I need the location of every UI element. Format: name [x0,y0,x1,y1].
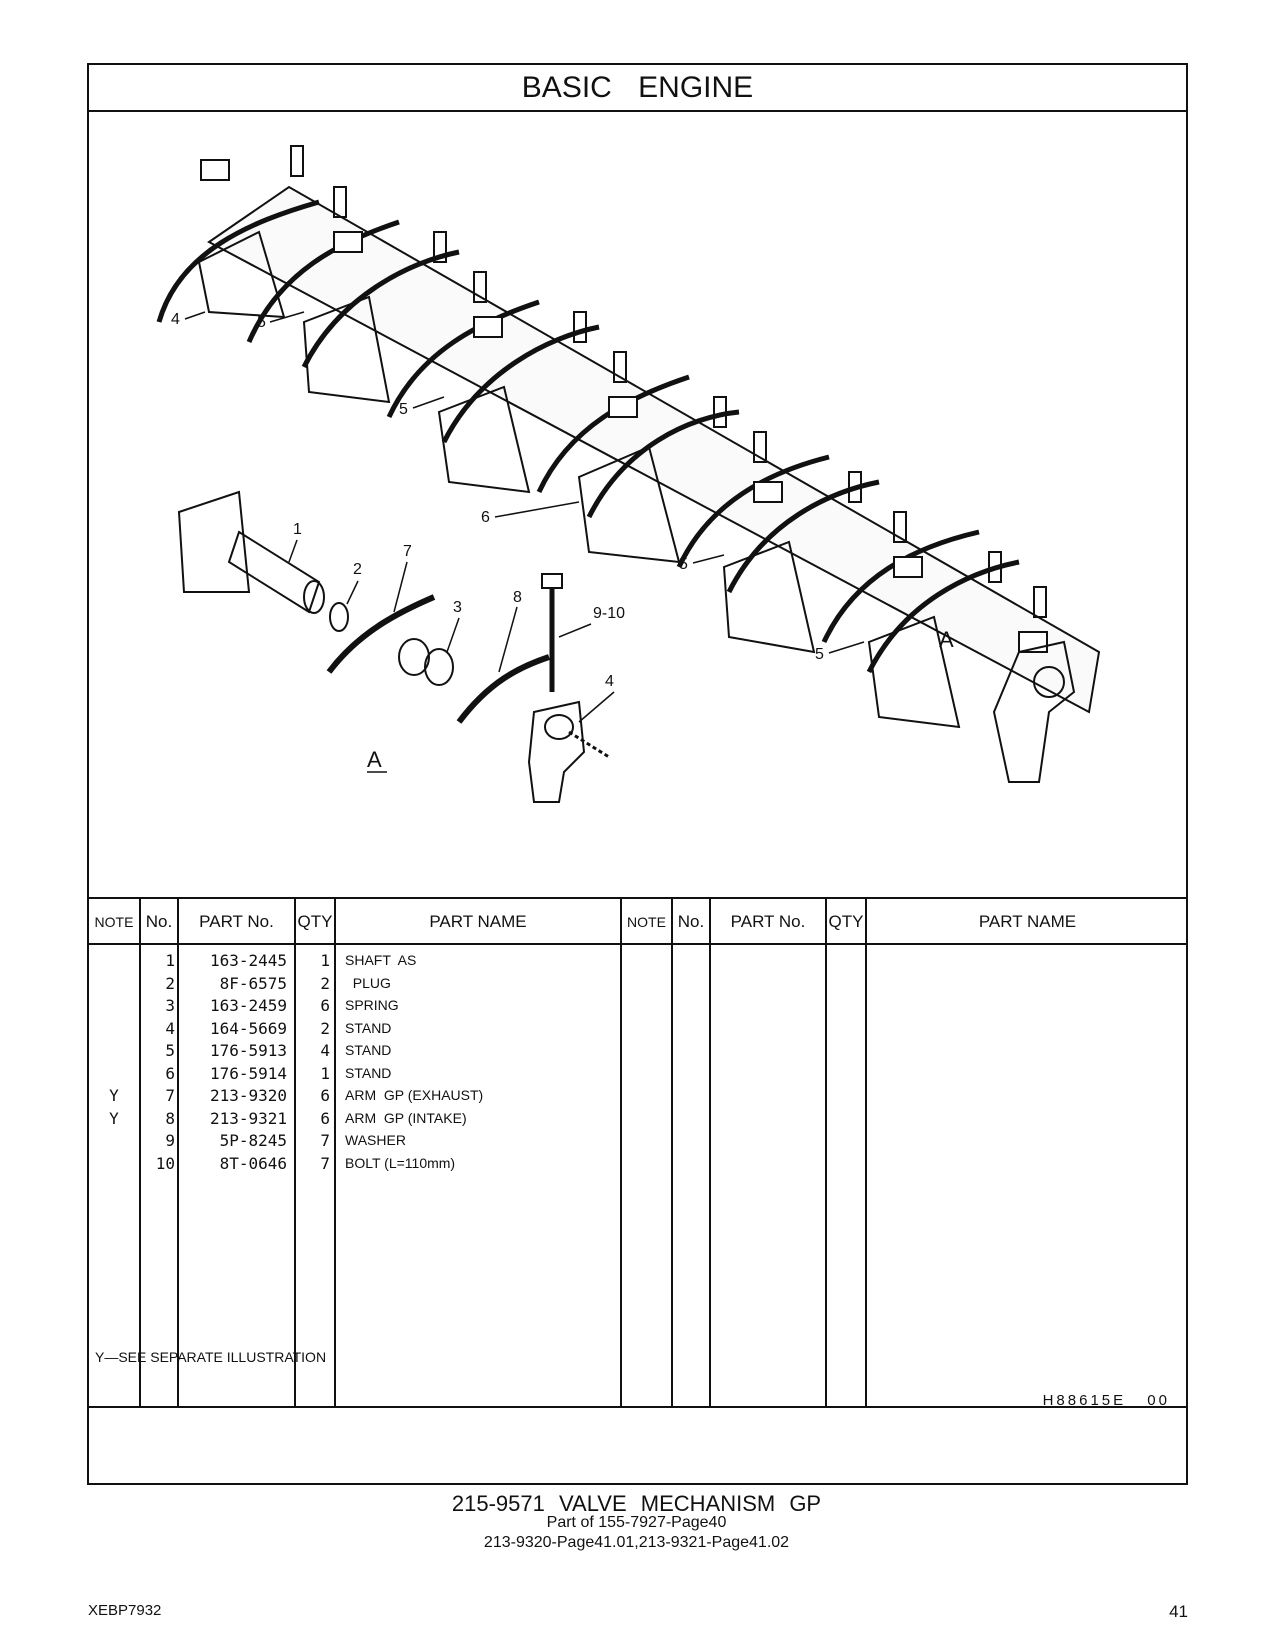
detail-a-drawing [179,492,609,802]
col-header-part-no: PART No. [711,899,825,945]
page-references: 213-9320-Page41.01,213-9321-Page41.02 [483,1534,790,1551]
callout: 4 [605,673,614,690]
page-frame [87,63,1188,1485]
cell-part-no: 176-5914 [209,1063,287,1083]
cell-no: 2 [165,973,175,993]
cell-qty: 6 [320,996,330,1015]
cell-name: SHAFT AS [345,952,417,968]
cell-name: BOLT (L=110mm) [345,1154,456,1171]
cell-no: 7 [165,1086,175,1105]
cell-note [89,1152,139,1175]
cell-note [89,1129,139,1152]
col-header-part-name: PART NAME [336,899,620,945]
column-divider [620,899,622,1406]
column-divider [334,899,336,1406]
callout: 8 [513,589,522,606]
cell-no: 9 [165,1131,175,1150]
col-header-note: NOTE [622,899,671,945]
cell-part-no: 8F-6575 [219,973,287,993]
col-header-qty: QTY [296,899,334,945]
cell-part-no: 8T-0646 [219,1153,287,1173]
cell-qty: 6 [320,1108,330,1128]
callout: 5 [257,314,266,331]
view-label: A [367,747,382,772]
callout: 5 [815,646,824,663]
cell-note: Y [109,1108,119,1128]
callout: 1 [293,521,302,538]
cell-name: WASHER [345,1132,406,1148]
callout: 5 [679,556,688,573]
cell-note: Y [109,1086,119,1105]
cell-name: ARM GP (INTAKE) [345,1109,467,1126]
callout: 3 [453,599,462,616]
cell-no: 8 [165,1108,175,1128]
callout: 2 [353,561,362,578]
callout: 5 [399,401,408,418]
view-label: A [939,627,954,652]
cell-name: STAND [345,1019,392,1036]
column-divider [865,899,867,1406]
valve-mechanism-drawing [89,112,1186,897]
cell-qty: 1 [320,1063,330,1083]
cell-no: 1 [165,951,175,970]
cell-part-no: 5P-8245 [219,1131,287,1150]
parts-table [89,899,1186,1408]
cell-no: 5 [165,1041,175,1060]
cell-qty: 2 [320,1018,330,1038]
cell-qty: 2 [320,973,330,993]
cell-name: ARM GP (EXHAUST) [345,1087,484,1103]
callout: 9-10 [593,605,626,622]
cell-name: PLUG [345,974,391,991]
cell-no: 10 [155,1153,175,1173]
callout: 7 [403,543,412,560]
col-header-qty: QTY [827,899,865,945]
footer-note: Y—SEE SEPARATE ILLUSTRATION [95,1349,327,1365]
callout: 6 [481,509,490,526]
cell-no: 6 [165,1063,175,1083]
cell-no: 3 [165,996,175,1015]
col-header-part-name: PART NAME [867,899,1188,945]
cell-part-no: 163-2445 [209,951,287,970]
group-caption: 215-9571 VALVE MECHANISM GP [451,1491,822,1516]
drawing-code: H88615E 00 [1042,1392,1170,1409]
cell-note [89,1017,139,1040]
cell-qty: 7 [320,1131,330,1150]
cell-part-no: 164-5669 [209,1018,287,1038]
cell-name: STAND [345,1042,392,1058]
exploded-illustration [89,112,1186,899]
document-id: XEBP7932 [88,1602,162,1619]
col-header-note: NOTE [89,899,139,945]
column-divider [709,899,711,1406]
col-header-part-no: PART No. [179,899,294,945]
cell-part-no: 213-9321 [209,1108,287,1128]
cell-note [89,994,139,1017]
cell-name: SPRING [345,997,399,1013]
cell-qty: 7 [320,1153,330,1173]
rocker-assembly-drawing [159,146,1099,782]
col-header-no: No. [673,899,709,945]
cell-qty: 1 [320,951,330,970]
cell-note [89,1062,139,1085]
cell-qty: 6 [320,1086,330,1105]
column-divider [825,899,827,1406]
col-header-no: No. [141,899,177,945]
cell-note [89,1039,139,1062]
cell-part-no: 213-9320 [209,1086,287,1105]
cell-no: 4 [165,1018,175,1038]
cell-part-no: 176-5913 [209,1041,287,1060]
callout: 4 [171,311,180,328]
part-of-reference: Part of 155-7927-Page40 [546,1514,727,1531]
cell-part-no: 163-2459 [209,996,287,1015]
cell-name: STAND [345,1064,392,1081]
column-divider [671,899,673,1406]
page-number: 41 [1169,1602,1188,1621]
page-title: BASIC ENGINE [89,65,1186,112]
cell-note [89,972,139,995]
cell-qty: 4 [320,1041,330,1060]
cell-note [89,949,139,972]
